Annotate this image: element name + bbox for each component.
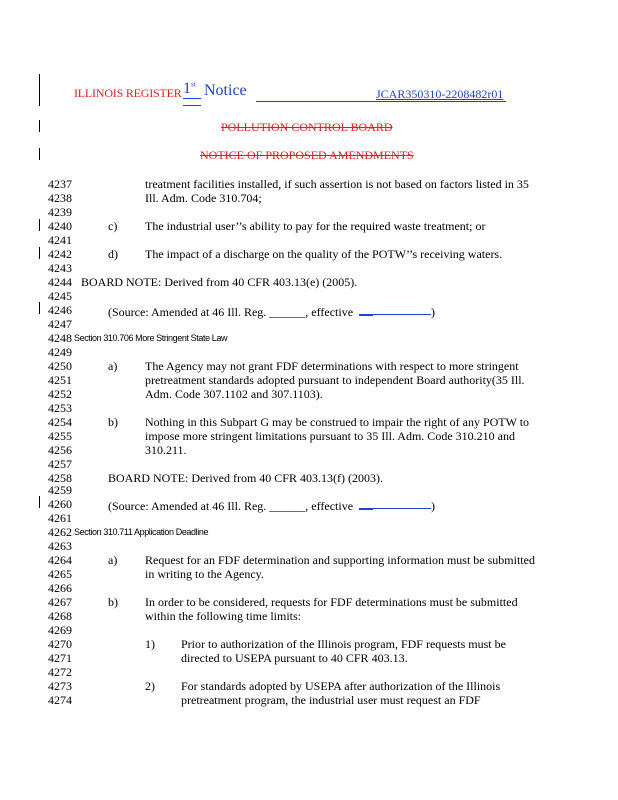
line-number: 4273: [48, 679, 72, 693]
line-number: 4269: [48, 623, 72, 637]
item-label: d): [108, 247, 118, 261]
change-bar: [39, 302, 40, 314]
body-text: The Agency may not grant FDF determinations with respect to more stringent: [145, 359, 519, 373]
body-text: The impact of a discharge on the quality of the POTW’’s receiving waters.: [145, 247, 503, 261]
effective-date-blank: [359, 303, 431, 315]
line-number: 4251: [48, 373, 72, 387]
line-number: 4261: [48, 511, 72, 525]
line-number: 4237: [48, 177, 72, 191]
line-number: 4271: [48, 651, 72, 665]
line-number: 4256: [48, 443, 72, 457]
line-number: 4267: [48, 595, 72, 609]
body-text: Adm. Code 307.1102 and 307.1103).: [145, 387, 323, 401]
line-number: 4252: [48, 387, 72, 401]
source-note: (Source: Amended at 46 Ill. Reg. ______, effective ): [108, 499, 436, 513]
line-number: 4265: [48, 567, 72, 581]
body-text: pretreatment standards adopted pursuant to independent Board authority(35 Ill.: [145, 373, 525, 387]
line-number: 4249: [48, 345, 72, 359]
body-text: Ill. Adm. Code 310.704;: [145, 191, 262, 205]
board-note: BOARD NOTE: Derived from 40 CFR 403.13(f) (2003).: [108, 471, 383, 485]
board-title: POLLUTION CONTROL BOARD: [221, 120, 393, 134]
line-number: 4264: [48, 553, 72, 567]
change-bar: [39, 219, 40, 231]
body-text: directed to USEPA pursuant to 40 CFR 403.13.: [181, 651, 408, 665]
item-label: b): [108, 595, 118, 609]
line-number: 4257: [48, 457, 72, 471]
source-note: (Source: Amended at 46 Ill. Reg. ______, effective ): [108, 305, 436, 319]
line-number: 4260: [48, 497, 72, 511]
line-number: 4272: [48, 665, 72, 679]
line-number: 4240: [48, 219, 72, 233]
change-bar: [39, 496, 40, 508]
line-number: 4262: [48, 525, 72, 539]
line-number: 4274: [48, 693, 72, 707]
notice-title: NOTICE OF PROPOSED AMENDMENTS: [200, 148, 414, 162]
board-note: BOARD NOTE: Derived from 40 CFR 403.13(e) (2005).: [81, 275, 358, 289]
line-number: 4266: [48, 581, 72, 595]
body-text: impose more stringent limitations pursuant to 35 Ill. Adm. Code 310.210 and: [145, 429, 515, 443]
item-label: a): [108, 359, 118, 373]
change-bar: [39, 247, 40, 259]
line-number: 4263: [48, 539, 72, 553]
line-number: 4245: [48, 289, 72, 303]
body-text: 310.211.: [145, 443, 187, 457]
line-number: 4244: [48, 275, 72, 289]
marker-underline: [183, 98, 201, 106]
line-number: 4258: [48, 471, 72, 485]
line-number: 4259: [48, 483, 72, 497]
register-title: ILLINOIS REGISTER: [74, 86, 182, 100]
body-text: within the following time limits:: [145, 609, 301, 623]
line-number: 4239: [48, 205, 72, 219]
body-text: pretreatment program, the industrial user must request an FDF: [181, 693, 481, 707]
change-bar: [39, 120, 40, 132]
line-number: 4255: [48, 429, 72, 443]
item-label: 1): [145, 637, 155, 651]
line-number: 4241: [48, 233, 72, 247]
line-number: 4242: [48, 247, 72, 261]
line-number: 4270: [48, 637, 72, 651]
body-text: Prior to authorization of the Illinois program, FDF requests must be: [181, 637, 506, 651]
line-number: 4246: [48, 303, 72, 317]
line-number: 4254: [48, 415, 72, 429]
body-text: Nothing in this Subpart G may be construed to impair the right of any POTW to: [145, 415, 530, 429]
line-number: 4248: [48, 331, 72, 345]
line-number: 4238: [48, 191, 72, 205]
body-text: in writing to the Agency.: [145, 567, 264, 581]
change-bar: [39, 148, 40, 160]
line-number: 4247: [48, 317, 72, 331]
item-label: c): [108, 219, 118, 233]
line-number: 4243: [48, 261, 72, 275]
body-text: Request for an FDF determination and supporting information must be submitted: [145, 553, 535, 567]
page-marker: 1st: [183, 80, 196, 97]
body-text: The industrial user’’s ability to pay for the required waste treatment; or: [145, 219, 486, 233]
section-heading: Section 310.711 Application Deadline: [74, 527, 209, 537]
change-bar: [39, 74, 40, 106]
section-heading: Section 310.706 More Stringent State Law: [74, 333, 228, 343]
notice-label: Notice: [204, 82, 247, 99]
line-number: 4253: [48, 401, 72, 415]
item-label: a): [108, 553, 118, 567]
item-label: 2): [145, 679, 155, 693]
body-text: In order to be considered, requests for FDF determinations must be submitted: [145, 595, 518, 609]
document-id: JCAR350310-2208482r01: [376, 87, 504, 101]
body-text: treatment facilities installed, if such assertion is not based on factors listed in 35: [145, 177, 529, 191]
body-text: For standards adopted by USEPA after authorization of the Illinois: [181, 679, 501, 693]
effective-date-blank: [359, 497, 431, 509]
item-label: b): [108, 415, 118, 429]
line-number: 4250: [48, 359, 72, 373]
line-number: 4268: [48, 609, 72, 623]
